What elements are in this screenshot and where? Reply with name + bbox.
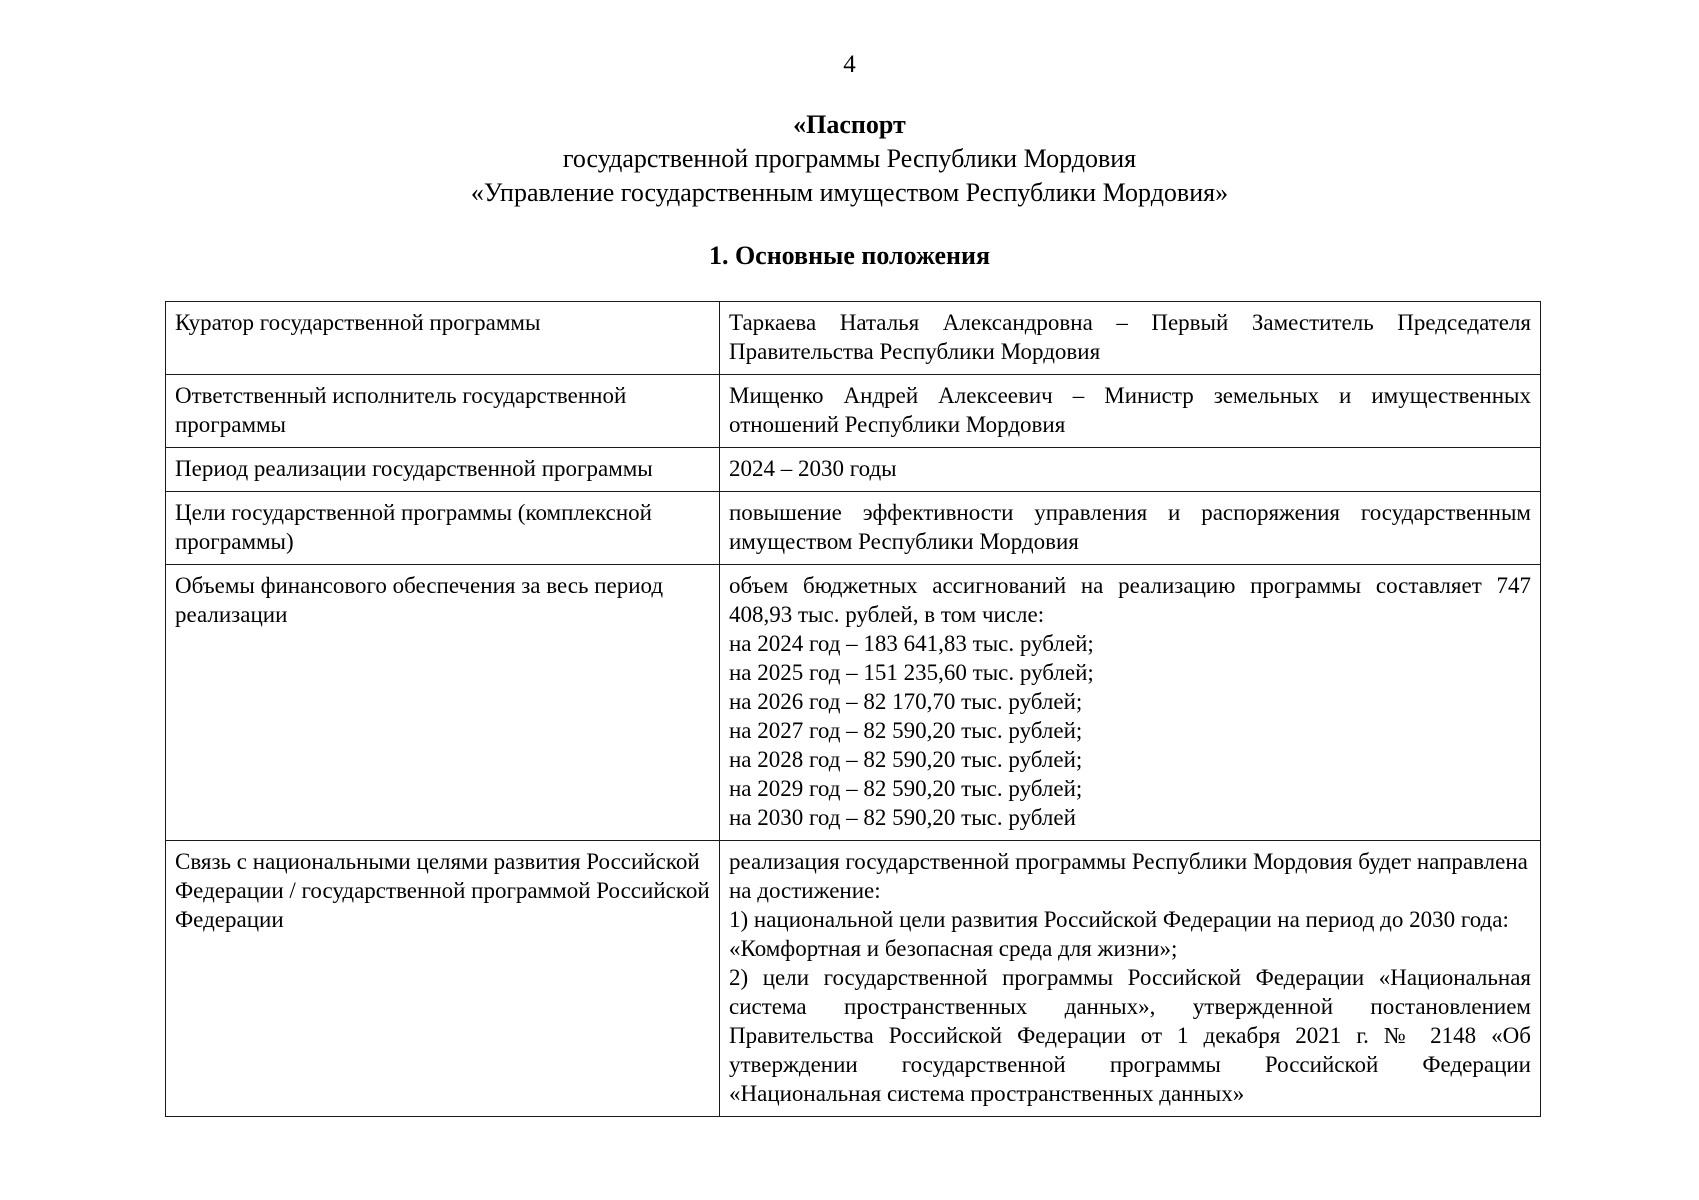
national-goal-item-2: 2) цели государственной программы Российской Федерации «Национальная система пространственных данных», утвержденной постановлением Правительства Российской Федерации от 1 декабря 2021 г. № 2148 «Об утверждении государственной программы Российской Федерации «Национальная система пространственных данных» [729,965,1531,1106]
section-heading-main-provisions: 1. Основные положения [708,241,991,270]
table-row [166,841,1541,1117]
document-title [0,108,1699,210]
financing-year-2024: на 2024 год – 183 641,83 тыс. рублей; [729,631,1094,656]
row-label-implementation-period: Период реализации государственной программы [166,448,720,492]
table-row [166,302,1541,375]
row-label-financing-volumes: Объемы финансового обеспечения за весь период реализации [166,565,720,841]
title-line-program: государственной программы Республики Мордовия [562,144,1137,173]
title-line-program-name: «Управление государственным имуществом Республики Мордовия» [470,178,1229,207]
row-value-curator: Таркаева Наталья Александровна – Первый Заместитель Председателя Правительства Республики Мордовия [720,302,1541,375]
row-value-program-goals: повышение эффективности управления и распоряжения государственным имуществом Республики Мордовия [720,492,1541,565]
page-number: 4 [843,51,856,78]
national-goals-intro: реализация государственной программы Республики Мордовия будет направлена на достижение: [729,849,1528,903]
financing-year-2029: на 2029 год – 82 590,20 тыс. рублей; [729,776,1083,801]
row-value-implementation-period: 2024 – 2030 годы [720,448,1541,492]
financing-year-2027: на 2027 год – 82 590,20 тыс. рублей; [729,718,1083,743]
passport-table [165,301,1541,1117]
table-row [166,492,1541,565]
financing-intro: объем бюджетных ассигнований на реализацию программы составляет 747 408,93 тыс. рублей, в том числе: [729,573,1531,627]
table-row [166,565,1541,841]
national-goal-item-1: 1) национальной цели развития Российской Федерации на период до 2030 года: «Комфортная и безопасная среда для жизни»; [729,907,1509,961]
row-value-national-goals-link [720,841,1541,1117]
financing-year-2030: на 2030 год – 82 590,20 тыс. рублей [729,805,1076,830]
table-row [166,448,1541,492]
row-label-responsible-executor: Ответственный исполнитель государственной программы [166,375,720,448]
row-label-program-goals: Цели государственной программы (комплексной программы) [166,492,720,565]
row-value-financing-volumes [720,565,1541,841]
table-row [166,375,1541,448]
financing-year-2028: на 2028 год – 82 590,20 тыс. рублей; [729,747,1083,772]
row-label-national-goals-link: Связь с национальными целями развития Российской Федерации / государственной программой Российской Федерации [166,841,720,1117]
row-label-curator: Куратор государственной программы [166,302,720,375]
title-line-passport: «Паспорт [793,110,906,139]
financing-year-2026: на 2026 год – 82 170,70 тыс. рублей; [729,689,1083,714]
financing-year-2025: на 2025 год – 151 235,60 тыс. рублей; [729,660,1094,685]
row-value-responsible-executor: Мищенко Андрей Алексеевич – Министр земельных и имущественных отношений Республики Мордовия [720,375,1541,448]
